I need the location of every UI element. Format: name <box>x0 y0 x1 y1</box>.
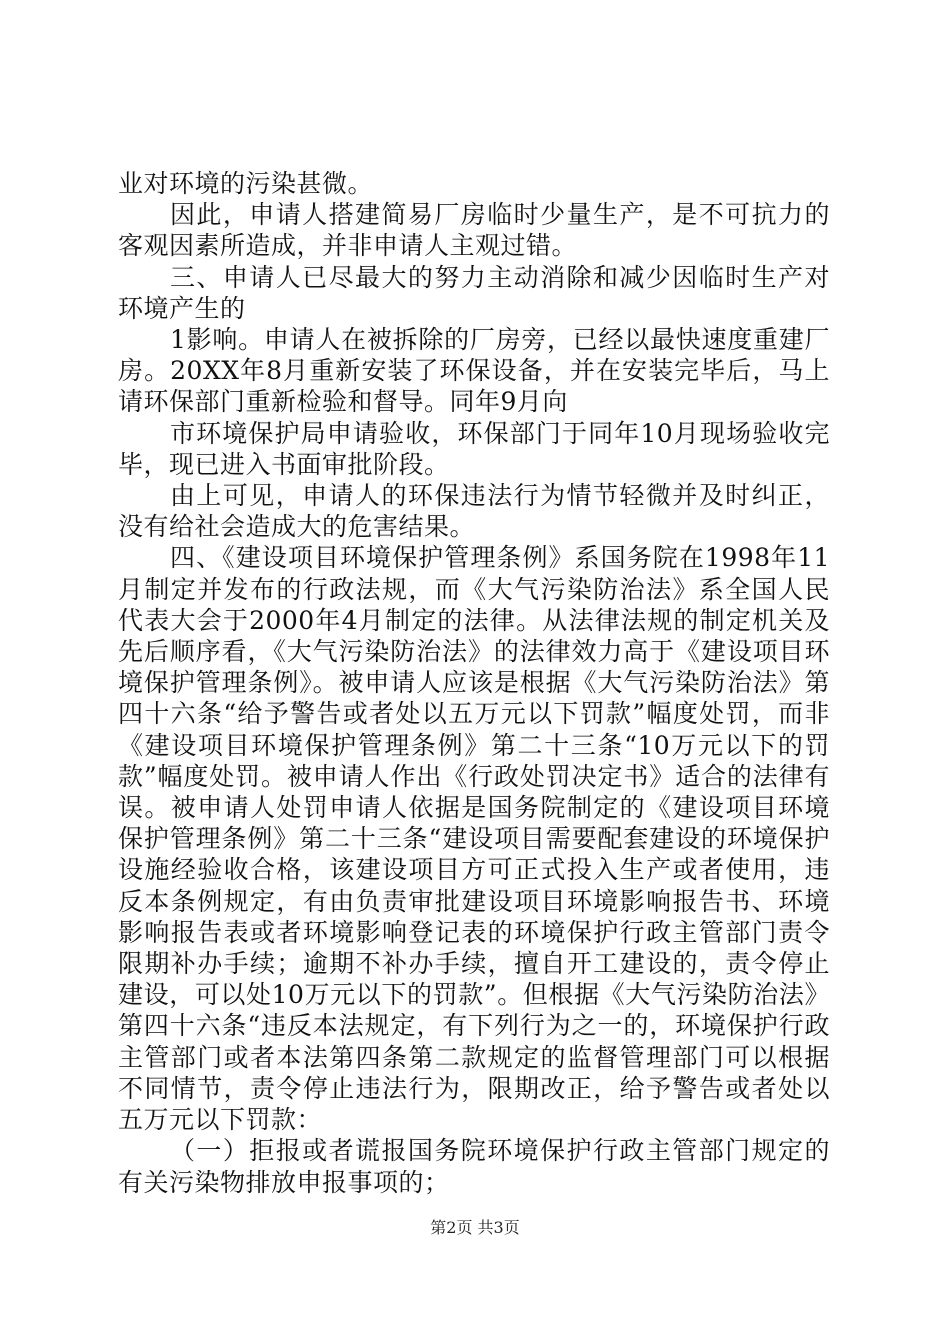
page-number-footer: 第2页 共3页 <box>430 1218 520 1237</box>
document-body <box>118 168 830 1198</box>
paragraph-8: （一）拒报或者谎报国务院环境保护行政主管部门规定的有关污染物排放申报事项的； <box>118 1136 830 1197</box>
paragraph-5: 市环境保护局申请验收，环保部门于同年10月现场验收完毕，现已进入书面审批阶段。 <box>118 418 830 479</box>
paragraph-2: 因此，申请人搭建简易厂房临时少量生产，是不可抗力的客观因素所造成，并非申请人主观过错。 <box>118 200 830 261</box>
paragraph-6: 由上可见，申请人的环保违法行为情节轻微并及时纠正，没有给社会造成大的危害结果。 <box>118 481 830 542</box>
paragraph-4: 1影响。申请人在被拆除的厂房旁，已经以最快速度重建厂房。20XX年8月重新安装了环保设备，并在安装完毕后，马上请环保部门重新检验和督导。同年9月向 <box>118 325 830 417</box>
paragraph-7: 四、《建设项目环境保护管理条例》系国务院在1998年11月制定并发布的行政法规，而《大气污染防治法》系全国人民代表大会于2000年4月制定的法律。从法律法规的制定机关及先后顺序看，《大气污染防治法》的法律效力高于《建设项目环境保护管理条例》。被申请人应该是根据《大气污染防治法》第四十六条“给予警告或者处以五万元以下罚款”幅度处罚，而非《建设项目环境保护管理条例》第二十三条“10万元以下的罚款”幅度处罚。被申请人作出《行政处罚决定书》适合的法律有误。被申请人处罚申请人依据是国务院制定的《建设项目环境保护管理条例》第二十三条“建设项目需要配套建设的环境保护设施经验收合格，该建设项目方可正式投入生产或者使用，违反本条例规定，有由负责审批建设项目环境影响报告书、环境影响报告表或者环境影响登记表的环境保护行政主管部门责令限期补办手续；逾期不补办手续，擅自开工建设的，责令停止建设，可以处10万元以下的罚款”。但根据《大气污染防治法》第四十六条“违反本法规定，有下列行为之一的，环境保护行政主管部门或者本法第四条第二款规定的监督管理部门可以根据不同情节，责令停止违法行为，限期改正，给予警告或者处以五万元以下罚款： <box>118 543 830 1135</box>
paragraph-1: 业对环境的污染甚微。 <box>118 169 374 198</box>
paragraph-3: 三、申请人已尽最大的努力主动消除和减少因临时生产对环境产生的 <box>118 262 830 323</box>
